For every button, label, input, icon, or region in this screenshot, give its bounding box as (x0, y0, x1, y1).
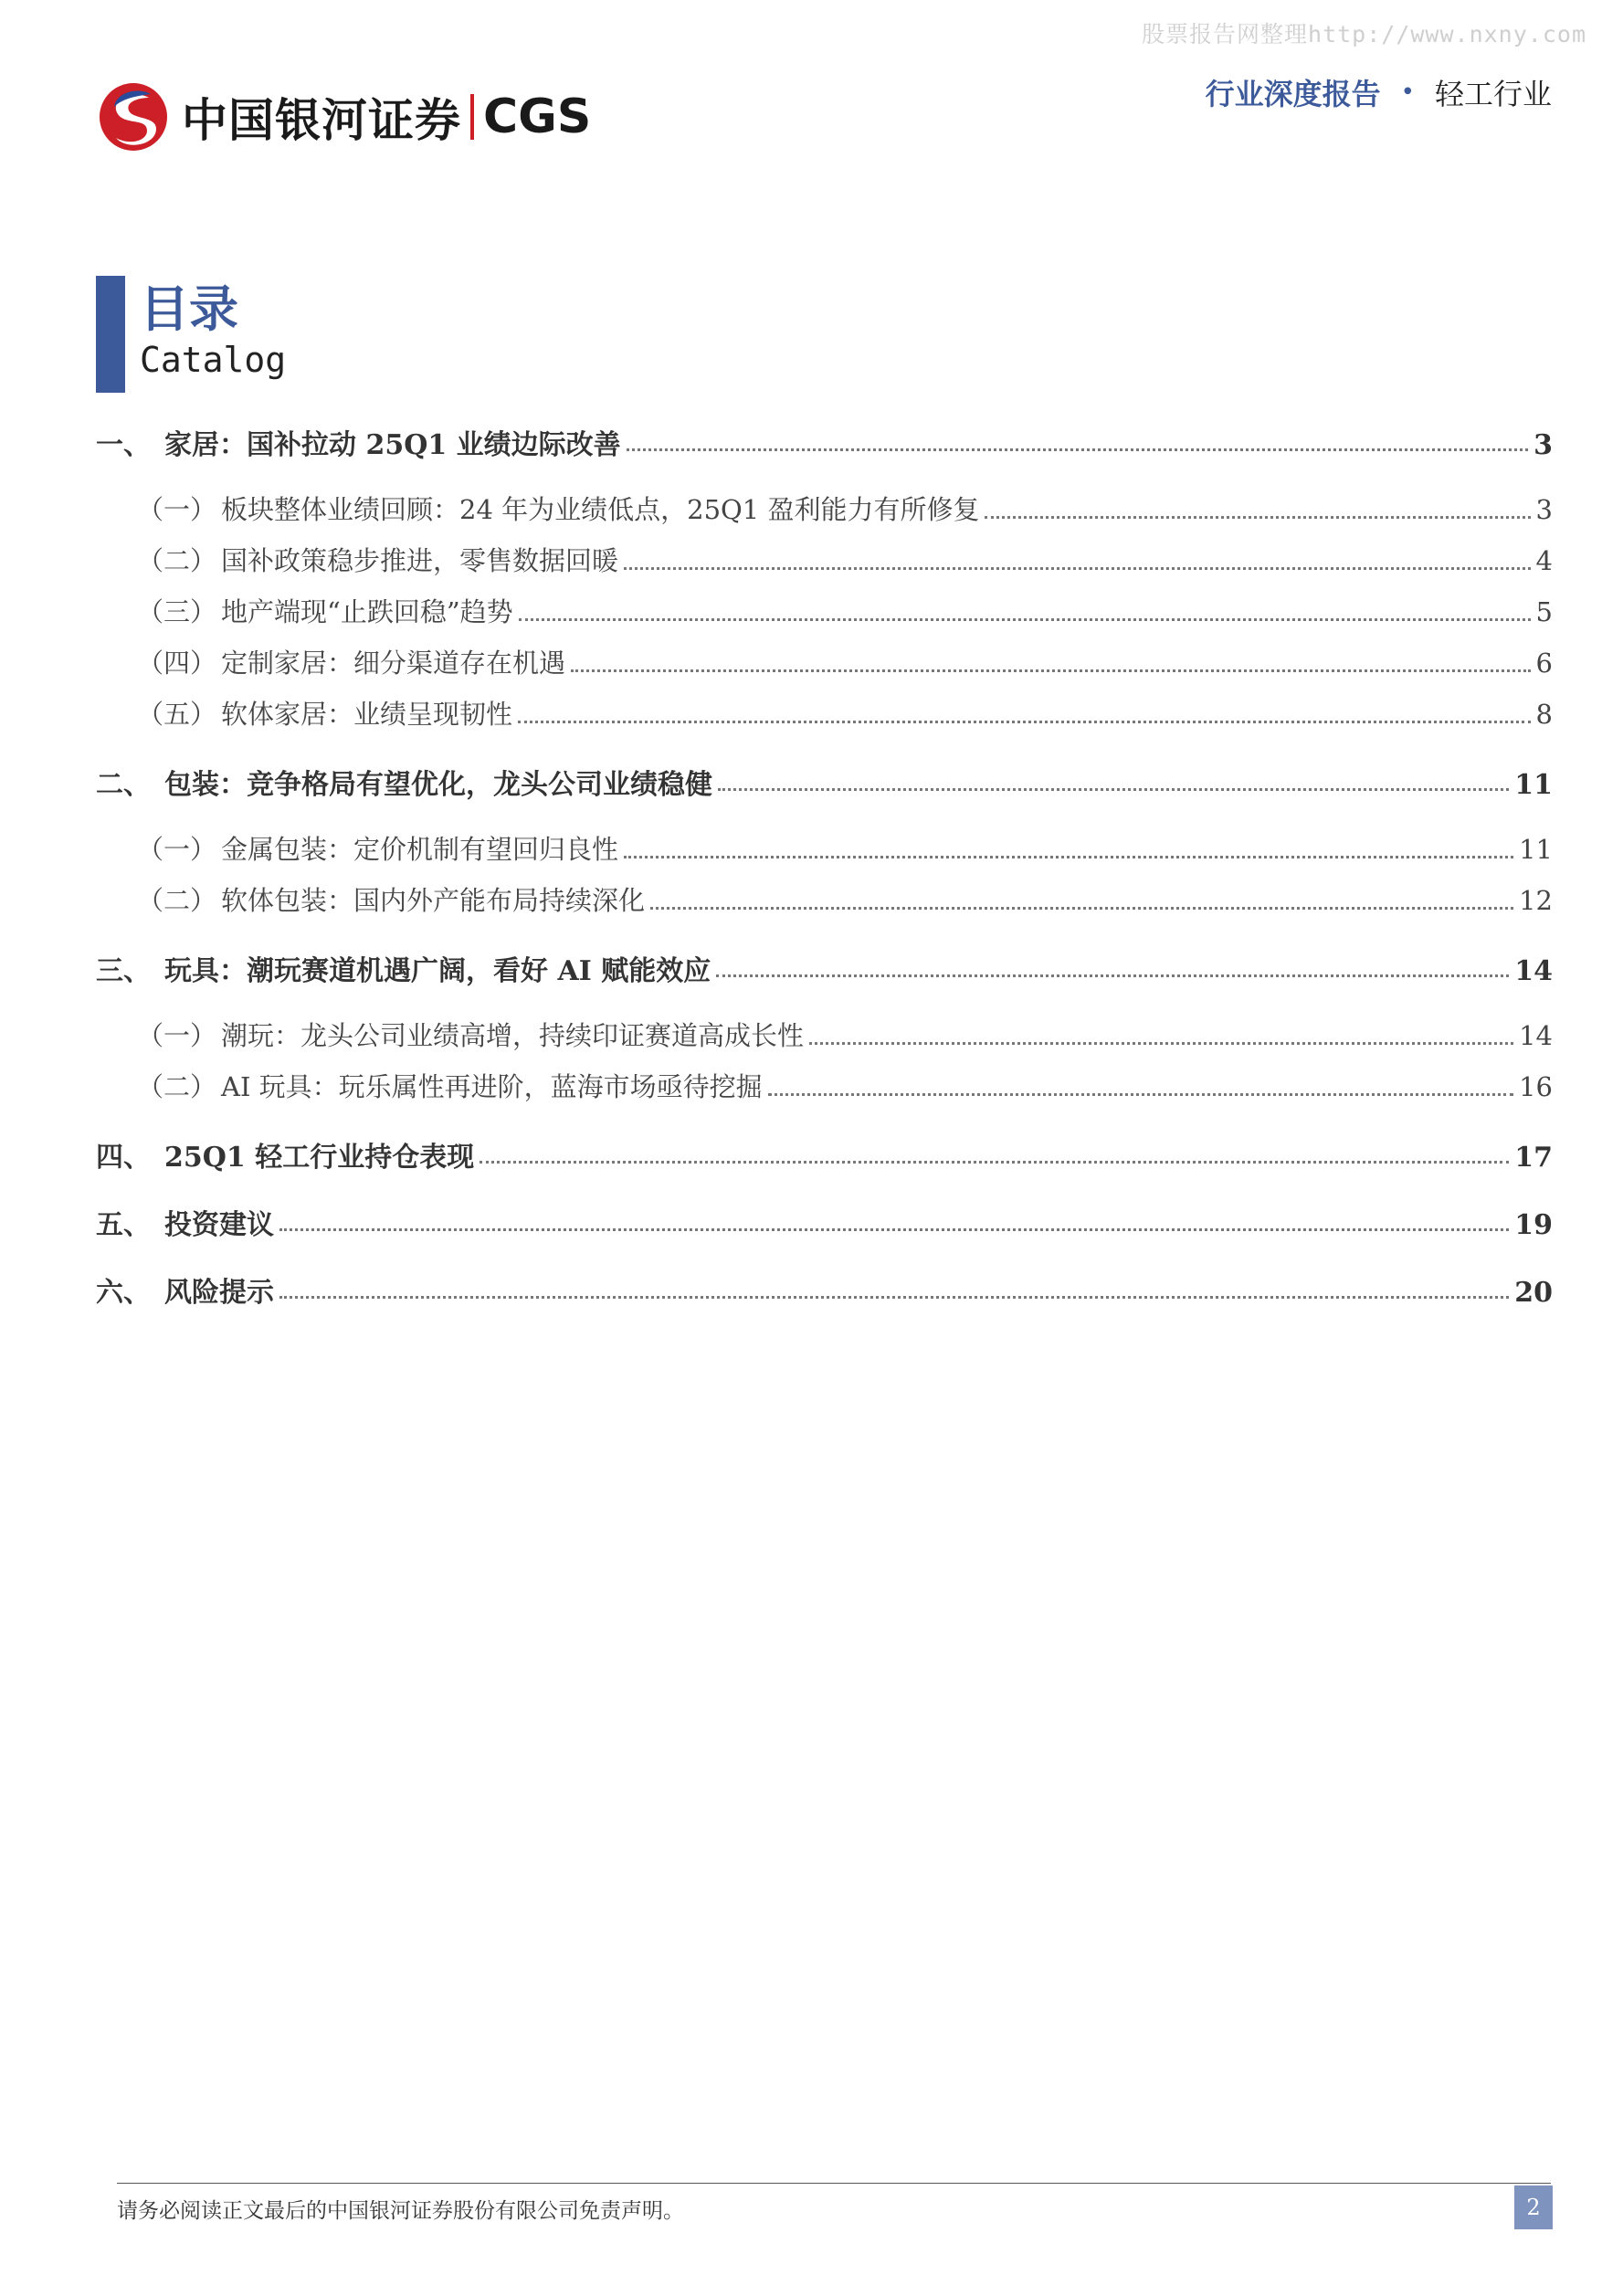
toc-entry-number: （二） (137, 885, 217, 916)
toc-entry-number: （一） (137, 834, 217, 865)
toc-leader-dots (518, 721, 1531, 723)
toc-entry-title: 软体包装：国内外产能布局持续深化 (221, 885, 646, 916)
footer-divider (117, 2183, 1551, 2184)
toc-leader-dots (627, 448, 1528, 451)
toc-entry-title: 潮玩：龙头公司业绩高增，持续印证赛道高成长性 (221, 1020, 805, 1051)
toc-entry-page: 6 (1535, 648, 1553, 679)
toc-entry-page: 20 (1514, 1277, 1553, 1309)
toc-leader-dots (279, 1228, 1509, 1231)
toc-entry-number: （二） (137, 1071, 217, 1102)
page-title: 目录 (140, 279, 238, 338)
toc-entry-title: 国补政策稳步推进，零售数据回暖 (221, 545, 619, 576)
toc-entry-title: 定制家居：细分渠道存在机遇 (221, 648, 566, 679)
page-number: 2 (1514, 2185, 1553, 2229)
toc-entry-number: （一） (137, 494, 217, 525)
toc-entry-page: 3 (1535, 494, 1553, 525)
toc-entry-page: 5 (1535, 596, 1553, 627)
logo-divider (470, 94, 474, 140)
toc-entry-number: （四） (137, 648, 217, 679)
toc-entry-page: 4 (1535, 545, 1553, 576)
toc-entry[interactable] (96, 948, 1553, 988)
toc-entry-page: 14 (1519, 1020, 1553, 1051)
toc-leader-dots (519, 618, 1531, 621)
toc-entry[interactable] (96, 422, 1553, 462)
toc-entry[interactable] (137, 1067, 1553, 1107)
toc-entry-page: 11 (1514, 769, 1553, 801)
toc-leader-dots (809, 1042, 1513, 1045)
toc-entry[interactable] (137, 541, 1553, 581)
toc-entry-page: 19 (1514, 1209, 1553, 1241)
toc-entry-number: 二、 (96, 769, 151, 801)
toc-entry[interactable] (96, 1134, 1553, 1174)
toc-entry-title: 包装：竞争格局有望优化，龙头公司业绩稳健 (164, 769, 712, 801)
toc-leader-dots (624, 567, 1531, 570)
toc-leader-dots (480, 1161, 1509, 1164)
toc-entry-title: 金属包装：定价机制有望回归良性 (221, 834, 619, 865)
toc-entry[interactable] (137, 880, 1553, 921)
toc-leader-dots (985, 516, 1530, 519)
report-header (1206, 71, 1552, 113)
toc-leader-dots (650, 907, 1513, 910)
toc-leader-dots (718, 788, 1509, 791)
logo-en-text: CGS (483, 90, 592, 144)
toc-leader-dots (716, 974, 1509, 977)
toc-entry-title: 软体家居：业绩呈现韧性 (221, 699, 513, 730)
header-separator: • (1400, 79, 1415, 106)
toc-entry[interactable] (137, 490, 1553, 530)
toc-entry-number: 五、 (96, 1209, 151, 1241)
toc-entry[interactable] (137, 592, 1553, 632)
toc-entry-page: 12 (1519, 885, 1553, 916)
toc-entry-number: 四、 (96, 1142, 151, 1174)
toc-entry-title: 玩具：潮玩赛道机遇广阔，看好 AI 赋能效应 (164, 955, 711, 987)
toc-entry-title: 25Q1 轻工行业持仓表现 (164, 1142, 475, 1174)
toc-entry-number: 三、 (96, 955, 151, 987)
watermark: 股票报告网整理http://www.nxny.com (1142, 21, 1586, 47)
page-subtitle: Catalog (140, 340, 287, 380)
footer-disclaimer: 请务必阅读正文最后的中国银河证券股份有限公司免责声明。 (117, 2199, 684, 2223)
toc-entry-page: 8 (1535, 699, 1553, 730)
toc-entry-number: （三） (137, 596, 217, 627)
toc-entry-title: 地产端现“止跌回稳”趋势 (221, 596, 513, 627)
toc-entry[interactable] (137, 643, 1553, 683)
toc-entry[interactable] (137, 829, 1553, 869)
toc-entry-number: （二） (137, 545, 217, 576)
toc-entry-number: （五） (137, 699, 217, 730)
toc-entry-number: 一、 (96, 429, 151, 461)
toc-entry-page: 14 (1514, 955, 1553, 987)
toc-entry-title: 板块整体业绩回顾：24 年为业绩低点，25Q1 盈利能力有所修复 (221, 494, 980, 525)
title-accent-bar (96, 276, 125, 393)
toc-entry-page: 11 (1519, 834, 1553, 865)
toc-entry-title: 家居：国补拉动 25Q1 业绩边际改善 (164, 429, 621, 461)
toc-leader-dots (571, 669, 1531, 672)
toc-entry-title: AI 玩具：玩乐属性再进阶，蓝海市场亟待挖掘 (221, 1071, 763, 1102)
toc-entry-number: 六、 (96, 1277, 151, 1309)
toc-entry[interactable] (96, 762, 1553, 802)
toc-leader-dots (624, 856, 1513, 858)
toc-leader-dots (768, 1093, 1513, 1096)
toc-entry-page: 17 (1514, 1142, 1553, 1174)
toc-entry-title: 投资建议 (164, 1209, 274, 1241)
toc-entry-page: 3 (1533, 429, 1553, 461)
cgs-logo-icon (96, 81, 171, 153)
toc-entry[interactable] (137, 1016, 1553, 1056)
toc-entry[interactable] (96, 1202, 1553, 1242)
logo-cn-text: 中国银河证券 (182, 94, 461, 147)
industry-name: 轻工行业 (1434, 77, 1552, 111)
toc-leader-dots (279, 1296, 1509, 1299)
toc-entry-page: 16 (1519, 1071, 1553, 1102)
toc-entry[interactable] (96, 1269, 1553, 1310)
company-logo (96, 80, 591, 153)
report-type: 行业深度报告 (1205, 77, 1381, 111)
toc-entry-number: （一） (137, 1020, 217, 1051)
toc-entry-title: 风险提示 (164, 1277, 274, 1309)
toc-entry[interactable] (137, 694, 1553, 734)
